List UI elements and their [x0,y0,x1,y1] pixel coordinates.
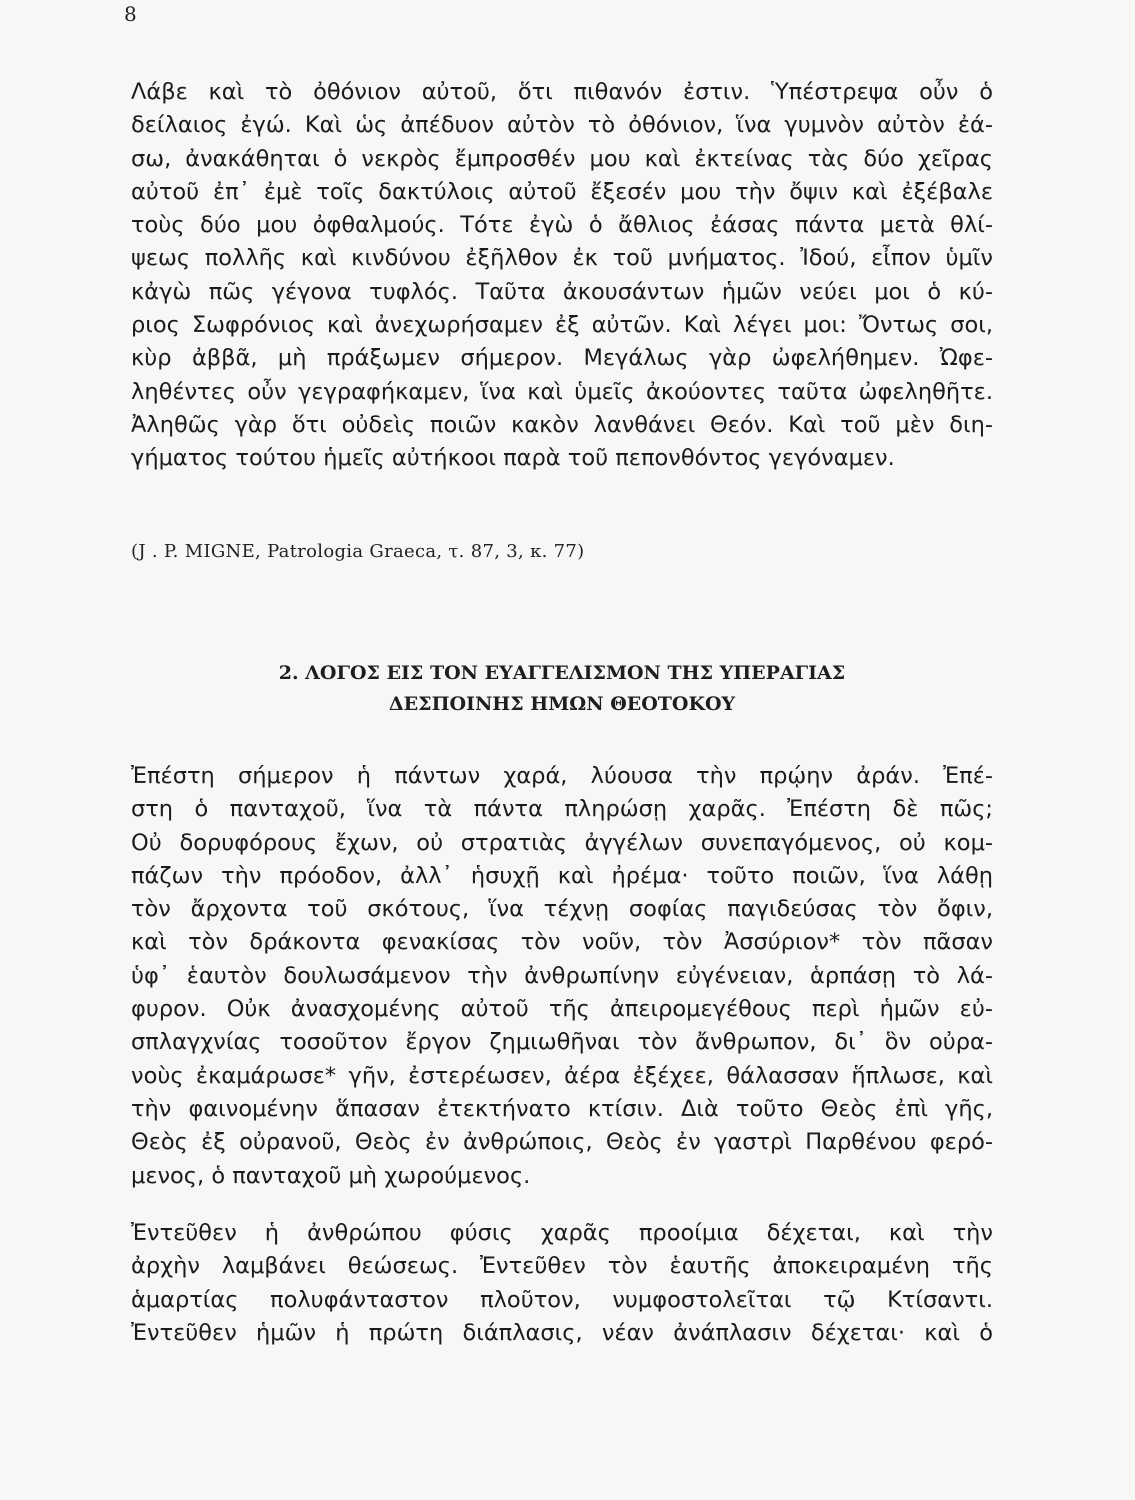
paragraph-anecdote-ending [131,76,993,476]
paragraph-human-nature [131,1217,993,1350]
text-line: ψεως πολλῆς καὶ κινδύνου ἐξῆλθον ἐκ τοῦ μνήματος. Ἰδού, εἶπον ὑμῖν [131,245,993,272]
text-line: στη ὁ πανταχοῦ, ἵνα τὰ πάντα πληρώσῃ χαρᾶς. Ἐπέστη δὲ πῶς; [131,796,993,823]
text-line: ληθέντες οὖν γεγραφήκαμεν, ἵνα καὶ ὑμεῖς ἀκούοντες ταῦτα ὠφεληθῆτε. [131,378,993,405]
text-line: ριος Σωφρόνιος καὶ ἀνεχωρήσαμεν ἐξ αὐτῶν. Καὶ λέγει μοι: Ὄντως σοι, [131,312,993,339]
text-line: τὴν φαινομένην ἅπασαν ἐτεκτήνατο κτίσιν. Διὰ τοῦτο Θεὸς ἐπὶ γῆς, [131,1095,993,1122]
text-line: τοὺς δύο μου ὀφθαλμούς. Τότε ἐγὼ ὁ ἄθλιος ἐάσας πάντα μετὰ θλί- [131,212,993,239]
section-heading-line-1: 2. ΛΟΓΟΣ ΕΙΣ ΤΟΝ ΕΥΑΓΓΕΛΙΣΜΟΝ ΤΗΣ ΥΠΕΡΑΓΙΑΣ [278,662,846,684]
text-line: Οὐ δορυφόρους ἔχων, οὐ στρατιὰς ἀγγέλων συνεπαγόμενος, οὐ κομ- [131,829,993,856]
text-line: Ἐντεῦθεν ἡ ἀνθρώπου φύσις χαρᾶς προοίμια δέχεται, καὶ τὴν [131,1220,993,1246]
text-line: κἀγὼ πῶς γέγονα τυφλός. Ταῦτα ἀκουσάντων ἡμῶν νεύει μοι ὁ κύ- [131,278,993,305]
text-line: μενος, ὁ πανταχοῦ μὴ χωρούμενος. [131,1162,531,1189]
text-line: τὸν ἄρχοντα τοῦ σκότους, ἵνα τέχνῃ σοφίας παγιδεύσας τὸν ὄφιν, [131,896,993,923]
paragraph-annunciation [131,760,993,1193]
text-line: Θεὸς ἐξ οὐρανοῦ, Θεὸς ἐν ἀνθρώποις, Θεὸς ἐν γαστρὶ Παρθένου φερό- [131,1129,993,1156]
text-line: γήματος τούτου ἡμεῖς αὐτήκοοι παρὰ τοῦ πεπονθόντος γεγόναμεν. [131,445,895,472]
text-line: Ἀληθῶς γὰρ ὅτι οὐδεὶς ποιῶν κακὸν λανθάνει Θεόν. Καὶ τοῦ μὲν διη- [131,411,993,438]
text-line: φυρον. Οὐκ ἀνασχομένης αὐτοῦ τῆς ἀπειρομεγέθους περὶ ἡμῶν εὐ- [131,996,993,1023]
text-line: Ἐπέστη σήμερον ἡ πάντων χαρά, λύουσα τὴν πρῴην ἀράν. Ἐπέ- [131,763,993,789]
text-line: ἁμαρτίας πολυφάνταστον πλοῦτον, νυμφοστολεῖται τῷ Κτίσαντι. [131,1286,993,1313]
text-line: δείλαιος ἐγώ. Καὶ ὡς ἀπέδυον αὐτὸν τὸ ὀθόνιον, ἵνα γυμνὸν αὐτὸν ἐά- [131,112,993,139]
text-line: ὑφ᾿ ἑαυτὸν δουλωσάμενον τὴν ἀνθρωπίνην εὐγένειαν, ἁρπάσῃ τὸ λά- [131,962,993,989]
text-line: νοὺς ἐκαμάρωσε* γῆν, ἐστερέωσεν, ἀέρα ἐξέχεε, θάλασσαν ἥπλωσε, καὶ [131,1062,993,1089]
text-line: ἀρχὴν λαμβάνει θεώσεως. Ἐντεῦθεν τὸν ἑαυτῆς ἀποκειραμένη τῆς [131,1253,993,1280]
text-line: πάζων τὴν πρόοδον, ἀλλ᾿ ἡσυχῇ καὶ ἠρέμα· τοῦτο ποιῶν, ἵνα λάθῃ [131,862,993,889]
text-line: σω, ἀνακάθηται ὁ νεκρὸς ἔμπροσθέν μου καὶ ἐκτείνας τὰς δύο χεῖρας [131,145,993,172]
section-heading-line-2: ΔΕΣΠΟΙΝΗΣ ΗΜΩΝ ΘΕΟΤΟΚΟΥ [388,693,736,715]
text-line: Ἐντεῦθεν ἡμῶν ἡ πρώτη διάπλασις, νέαν ἀνάπλασιν δέχεται· καὶ ὁ [131,1319,993,1346]
citation-reference: (J . P. MIGNE, Patrologia Graeca, τ. 87, 3, κ. 77) [131,541,585,562]
text-line: αὐτοῦ ἐπ᾿ ἐμὲ τοῖς δακτύλοις αὐτοῦ ἔξεσέν μου τὴν ὄψιν καὶ ἐξέβαλε [131,178,993,205]
section-heading [131,658,993,720]
text-line: καὶ τὸν δράκοντα φενακίσας τὸν νοῦν, τὸν Ἀσσύριον* τὸν πᾶσαν [131,929,993,956]
text-line: κὺρ ἀββᾶ, μὴ πράξωμεν σήμερον. Μεγάλως γὰρ ὠφελήθημεν. Ὠφε- [131,345,993,372]
page-number: 8 [124,2,137,26]
text-line: σπλαγχνίας τοσοῦτον ἔργον ζημιωθῆναι τὸν ἄνθρωπον, δι᾿ ὃν οὐρα- [131,1029,993,1056]
text-line: Λάβε καὶ τὸ ὀθόνιον αὐτοῦ, ὅτι πιθανόν ἐστιν. Ὑπέστρεψα οὖν ὁ [131,79,993,105]
